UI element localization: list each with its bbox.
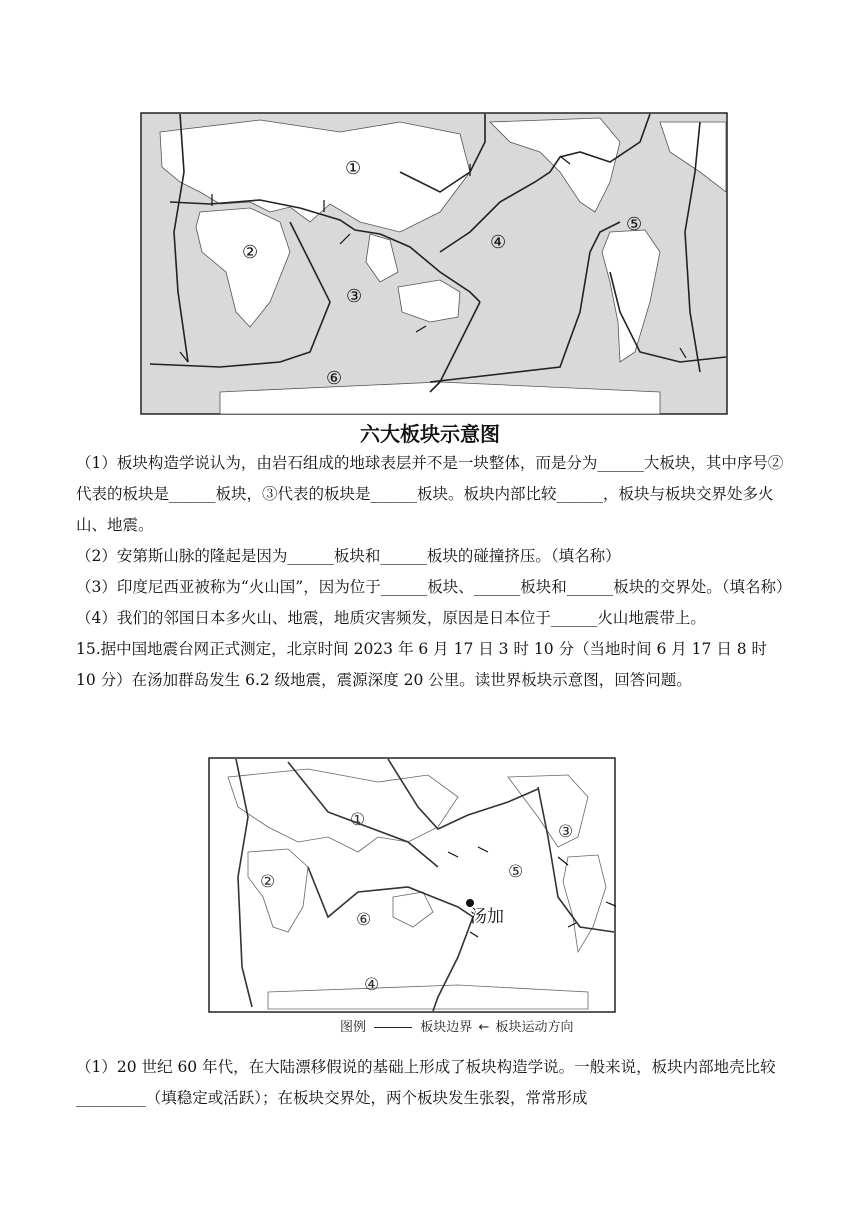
plate2-label-5: ⑤ [508,862,524,882]
plate-label-6: ⑥ [326,368,343,389]
question-1-2: （2）安第斯山脉的隆起是因为______板块和______板块的碰撞挤压。（填名称） [76,547,621,565]
legend-boundary-label: 板块边界 [420,1020,473,1035]
legend-motion-label: 板块运动方向 [495,1020,574,1035]
plate2-label-6: ⑥ [356,910,372,930]
tonga-marker [466,899,474,907]
plate-label-3: ③ [346,286,363,307]
plate2-label-3: ③ [558,822,574,842]
plate-label-5: ⑤ [626,214,643,235]
motion-arrow-icon: ← [478,1020,490,1035]
question-block-2 [76,1052,788,1114]
question-1-4: （4）我们的邻国日本多火山、地震，地质灾害频发，原因是日本位于______火山地震带上。 [76,609,706,627]
plate-label-4: ④ [490,232,507,253]
world-plates-map [208,757,616,1013]
question-1-1: （1）板块构造学说认为，由岩石组成的地球表层并不是一块整体，而是分为______大板块，其中序号②代表的板块是______板块，③代表的板块是______板块。板块内部比较______，板块与板块交界处多火山、地震。 [76,454,784,534]
figure1-caption: 六大板块示意图 [360,422,500,446]
question-2-1: （1）20 世纪 60 年代，在大陆漂移假说的基础上形成了板块构造学说。一般来说，板块内部地壳比较_________（填稳定或活跃）；在板块交界处，两个板块发生张裂，常常形成 [76,1058,776,1107]
question-block-1 [76,448,792,696]
plate2-label-4: ④ [364,975,380,995]
question-1-3: （3）印度尼西亚被称为“火山国”，因为位于______板块、______板块和______板块的交界处。（填名称） [76,578,792,596]
plate2-label-1: ① [350,810,366,830]
six-plates-map [140,112,728,416]
plate2-label-2: ② [260,872,276,892]
tonga-label: 汤加 [470,907,504,927]
plate-label-1: ① [345,158,362,179]
question-15-stem: 15.据中国地震台网正式测定，北京时间 2023 年 6 月 17 日 3 时 10 分（当地时间 6 月 17 日 8 时 10 分）在汤加群岛发生 6.2 级地震，震源深度 20 公里。读世界板块示意图，回答问题。 [76,640,768,689]
legend-title: 图例 [340,1020,367,1035]
boundary-line-icon [374,1027,412,1028]
plate-label-2: ② [242,242,259,263]
figure2-legend [340,1016,574,1035]
